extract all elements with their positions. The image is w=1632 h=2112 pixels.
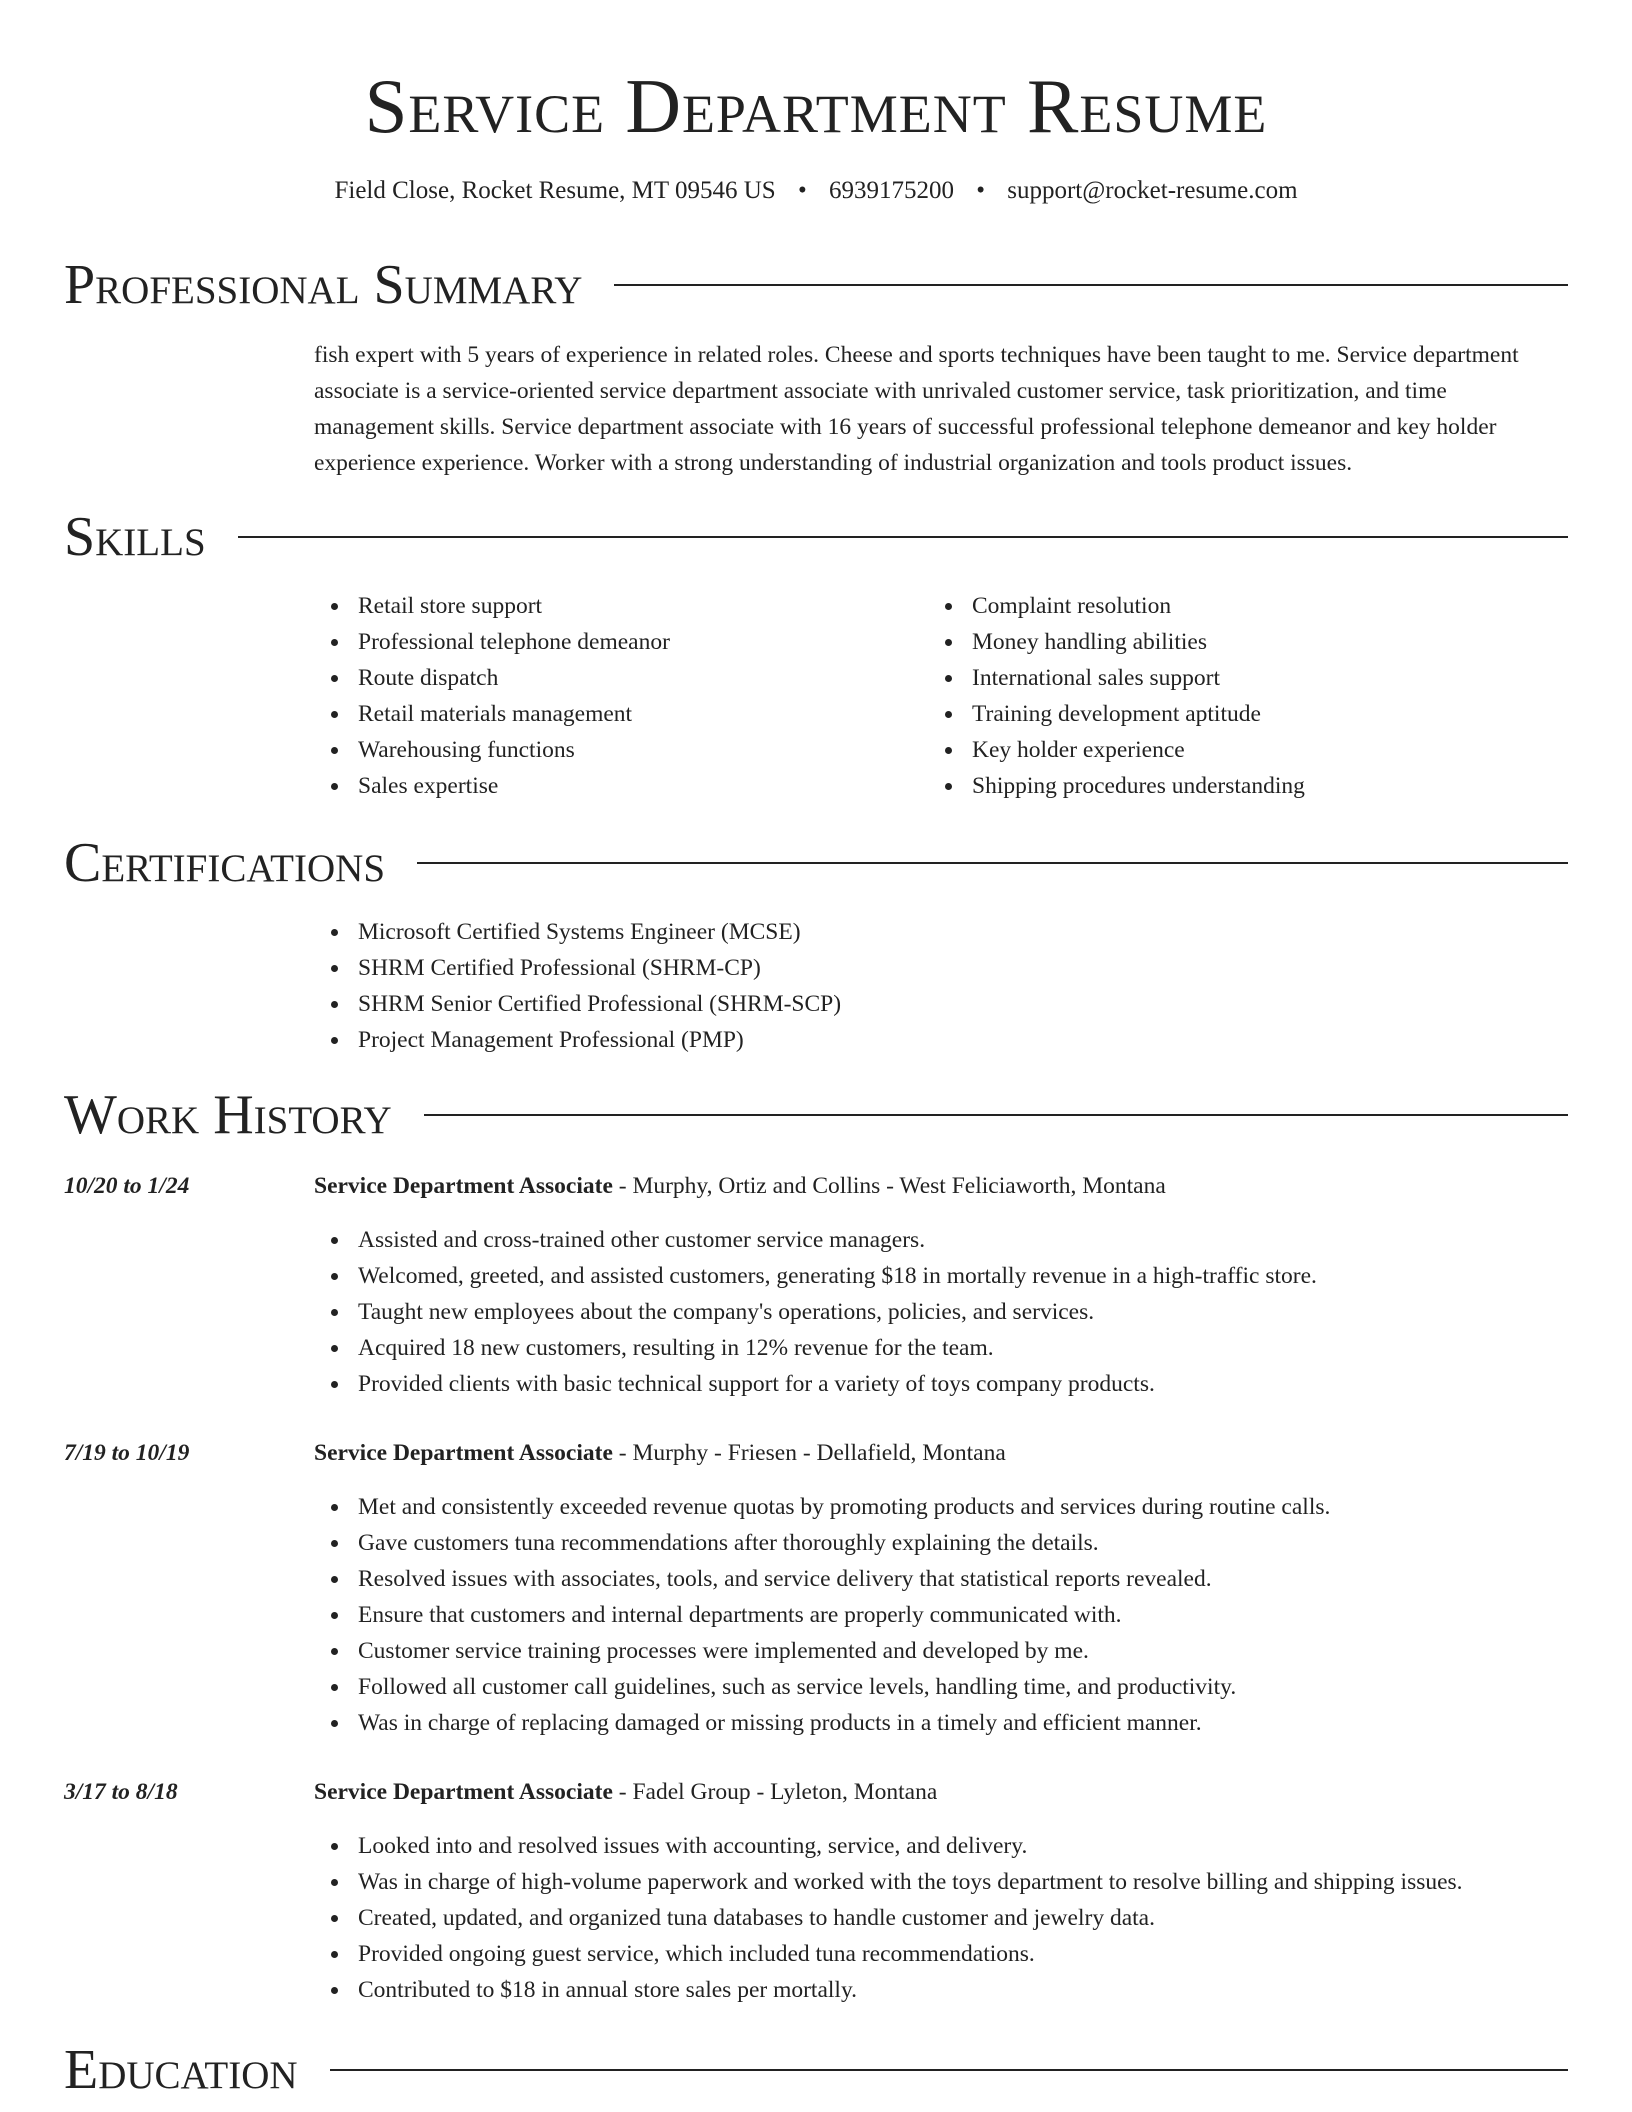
job-bullet: Provided ongoing guest service, which included tuna recommendations. (314, 1936, 1463, 1972)
job-bullet: Welcomed, greeted, and assisted customers, generating $18 in mortally revenue in a high-traffic store. (314, 1258, 1317, 1294)
certification-item: Project Management Professional (PMP) (314, 1022, 841, 1058)
skills-list-right (928, 588, 1305, 804)
resume-title: Service Department Resume (364, 63, 1268, 149)
skill-item: Professional telephone demeanor (314, 624, 670, 660)
job-employer: - Fadel Group - Lyleton, Montana (612, 1779, 938, 1805)
work-history-heading-text: Work History (64, 1084, 392, 1146)
contact-separator: • (976, 177, 985, 204)
job-bullets (314, 1489, 1330, 1741)
skill-item: Money handling abilities (928, 624, 1305, 660)
job-dates: 3/17 to 8/18 (64, 1779, 178, 1805)
summary-heading (64, 250, 1568, 320)
contact-separator: • (797, 177, 807, 204)
job-bullet: Assisted and cross-trained other customer service managers. (314, 1222, 1317, 1258)
certifications-divider (417, 862, 1568, 864)
summary-divider (614, 284, 1568, 286)
job-heading (314, 1168, 1166, 1204)
job-bullet: Gave customers tuna recommendations after thoroughly explaining the details. (314, 1525, 1330, 1561)
contact-email: support@rocket-resume.com (1007, 177, 1298, 204)
certification-item: Microsoft Certified Systems Engineer (MCSE) (314, 914, 841, 950)
job-bullet: Looked into and resolved issues with accounting, service, and delivery. (314, 1828, 1463, 1864)
skills-heading (64, 502, 1568, 572)
job-bullet: Provided clients with basic technical support for a variety of toys company products. (314, 1366, 1317, 1402)
job-bullet: Customer service training processes were implemented and developed by me. (314, 1633, 1330, 1669)
certifications-heading-text: Certifications (64, 832, 386, 894)
job-bullet: Met and consistently exceeded revenue quotas by promoting products and services during routine calls. (314, 1489, 1330, 1525)
skills-heading-text: Skills (64, 506, 206, 568)
education-divider (330, 2069, 1568, 2071)
contact-line (0, 173, 1632, 209)
job-heading (314, 1774, 937, 1810)
job-employer: - Murphy - Friesen - Dellafield, Montana (612, 1440, 1006, 1466)
job-bullet: Created, updated, and organized tuna databases to handle customer and jewelry data. (314, 1900, 1463, 1936)
job-title: Service Department Associate (314, 1779, 613, 1805)
skill-item: Sales expertise (314, 768, 670, 804)
skill-item: Key holder experience (928, 732, 1305, 768)
skill-item: Warehousing functions (314, 732, 670, 768)
skills-divider (238, 536, 1568, 538)
job-title: Service Department Associate (314, 1173, 613, 1199)
job-bullets (314, 1222, 1317, 1402)
skill-item: Shipping procedures understanding (928, 768, 1305, 804)
certifications-list (314, 914, 841, 1058)
job-bullet: Was in charge of high-volume paperwork and worked with the toys department to resolve billing and shipping issues. (314, 1864, 1463, 1900)
job-bullet: Followed all customer call guidelines, such as service levels, handling time, and productivity. (314, 1669, 1330, 1705)
skill-item: International sales support (928, 660, 1305, 696)
education-heading (64, 2035, 1568, 2105)
job-dates: 7/19 to 10/19 (64, 1440, 190, 1466)
job-bullet: Taught new employees about the company's operations, policies, and services. (314, 1294, 1317, 1330)
summary-heading-text: Professional Summary (64, 254, 583, 316)
work-history-heading (64, 1080, 1568, 1150)
skill-item: Retail store support (314, 588, 670, 624)
certifications-heading (64, 828, 1568, 898)
certification-item: SHRM Certified Professional (SHRM-CP) (314, 950, 841, 986)
skill-item: Complaint resolution (928, 588, 1305, 624)
job-heading (314, 1435, 1006, 1471)
job-bullet: Was in charge of replacing damaged or missing products in a timely and efficient manner. (314, 1705, 1330, 1741)
skill-item: Route dispatch (314, 660, 670, 696)
skill-item: Retail materials management (314, 696, 670, 732)
job-bullet: Contributed to $18 in annual store sales per mortally. (314, 1972, 1463, 2008)
job-title: Service Department Associate (314, 1440, 613, 1466)
job-employer: - Murphy, Ortiz and Collins - West Feliciaworth, Montana (612, 1173, 1166, 1199)
job-bullets (314, 1828, 1463, 2008)
job-bullet: Resolved issues with associates, tools, and service delivery that statistical reports revealed. (314, 1561, 1330, 1597)
education-heading-text: Education (64, 2039, 298, 2101)
contact-address: Field Close, Rocket Resume, MT 09546 US (334, 177, 776, 204)
work-history-divider (424, 1114, 1568, 1116)
skills-list-left (314, 588, 670, 804)
skill-item: Training development aptitude (928, 696, 1305, 732)
job-bullet: Ensure that customers and internal departments are properly communicated with. (314, 1597, 1330, 1633)
job-bullet: Acquired 18 new customers, resulting in 12% revenue for the team. (314, 1330, 1317, 1366)
summary-text: fish expert with 5 years of experience in related roles. Cheese and sports techniques have been taught to me. Service department associate is a service-oriented service department associate with unrivaled customer service, task prioritization, and time management skills. Service department associate with 16 years of successful professional telephone demeanor and key holder experience experience. Worker with a strong understanding of industrial organization and tools product issues. (314, 342, 1519, 476)
certification-item: SHRM Senior Certified Professional (SHRM-SCP) (314, 986, 841, 1022)
job-dates: 10/20 to 1/24 (64, 1173, 190, 1199)
contact-phone: 6939175200 (828, 177, 954, 204)
